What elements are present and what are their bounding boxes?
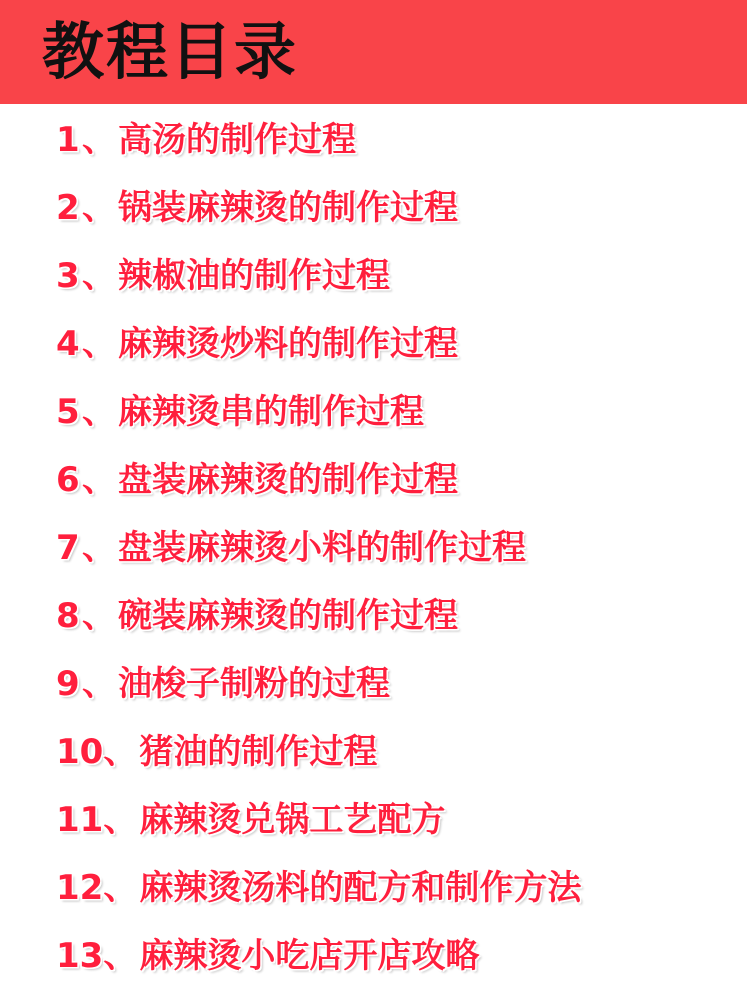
list-item-number: 10	[56, 732, 104, 772]
list-item-number: 12	[56, 868, 104, 908]
list-item-label: 辣椒油的制作过程	[118, 256, 390, 296]
list-item-label: 麻辣烫串的制作过程	[118, 392, 424, 432]
table-of-contents	[0, 112, 747, 996]
list-item	[0, 656, 747, 724]
list-item	[0, 520, 747, 588]
list-item-label: 碗装麻辣烫的制作过程	[118, 596, 458, 636]
list-item-separator: 、	[103, 800, 138, 840]
list-item-number: 9	[56, 664, 80, 704]
list-item	[0, 248, 747, 316]
list-item-separator: 、	[82, 664, 116, 704]
header-banner	[0, 0, 747, 104]
list-item-label: 锅装麻辣烫的制作过程	[118, 188, 458, 228]
list-item	[0, 316, 747, 384]
list-item-separator: 、	[103, 732, 138, 772]
list-item-separator: 、	[82, 460, 116, 500]
list-item-label: 油梭子制粉的过程	[118, 664, 390, 704]
list-item-label: 麻辣烫兑锅工艺配方	[139, 800, 446, 840]
list-item-number: 13	[56, 936, 104, 976]
list-item	[0, 792, 747, 860]
list-item-label: 麻辣烫炒料的制作过程	[118, 324, 458, 364]
page-title: 教程目录	[42, 15, 299, 88]
list-item	[0, 452, 747, 520]
list-item	[0, 384, 747, 452]
list-item-separator: 、	[82, 528, 116, 568]
list-item	[0, 928, 747, 996]
list-item-separator: 、	[82, 120, 116, 160]
list-item-number: 7	[56, 528, 80, 568]
list-item-number: 1	[56, 120, 80, 160]
list-item-separator: 、	[82, 256, 116, 296]
list-item-number: 4	[56, 324, 80, 364]
list-item	[0, 860, 747, 928]
list-item-separator: 、	[103, 868, 138, 908]
list-item-number: 5	[56, 392, 80, 432]
list-item-number: 8	[56, 596, 80, 636]
list-item	[0, 180, 747, 248]
list-item-number: 11	[56, 800, 104, 840]
list-item	[0, 588, 747, 656]
list-item-separator: 、	[82, 596, 116, 636]
list-item	[0, 112, 747, 180]
list-item-separator: 、	[82, 324, 116, 364]
list-item-label: 盘装麻辣烫的制作过程	[118, 460, 458, 500]
list-item-label: 猪油的制作过程	[139, 732, 378, 772]
list-item-label: 麻辣烫汤料的配方和制作方法	[139, 868, 582, 908]
list-item-label: 盘装麻辣烫小料的制作过程	[118, 528, 526, 568]
list-item-number: 2	[56, 188, 80, 228]
list-item-label: 麻辣烫小吃店开店攻略	[139, 936, 480, 976]
list-item-separator: 、	[103, 936, 138, 976]
list-item-number: 3	[56, 256, 80, 296]
list-item-separator: 、	[82, 188, 116, 228]
list-item-label: 高汤的制作过程	[118, 120, 356, 160]
list-item-number: 6	[56, 460, 80, 500]
list-item-separator: 、	[82, 392, 116, 432]
list-item	[0, 724, 747, 792]
